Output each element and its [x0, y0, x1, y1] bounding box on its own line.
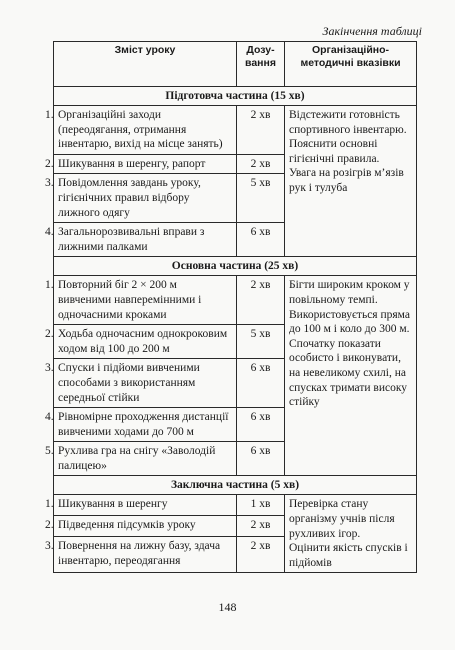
table-row — [54, 276, 417, 325]
section-title: Підготовча частина (15 хв) — [54, 87, 417, 106]
lesson-plan-body — [45, 42, 417, 573]
header-dosage — [237, 42, 285, 87]
exercise-number: 1. — [45, 109, 54, 121]
exercise-text: Ходьба одночасним однокроковим ходом від 100 до 200 м — [58, 328, 228, 355]
exercise-cell — [45, 325, 237, 359]
exercise-text: Повідомлення завдань уроку, гігієнічних правил відбору лижного одягу — [58, 177, 201, 219]
method-note: Відстежити готовність спортивного інвентарю. — [289, 109, 407, 136]
exercise-entry — [45, 444, 232, 473]
exercise-text: Рухлива гра на снігу «Заволодій палицею» — [58, 445, 216, 472]
method-notes-cell — [285, 106, 417, 257]
table-row — [54, 106, 417, 155]
exercise-text: Шикування в шеренгу, рапорт — [58, 157, 206, 170]
exercise-cell — [45, 495, 237, 516]
dosage-cell: 6 хв — [237, 442, 285, 476]
exercise-text: Організаційні заходи (переодягання, отримання інвентарю, вихід на місце занять) — [58, 109, 223, 151]
lesson-plan-table — [45, 41, 417, 573]
dosage-cell: 1 хв — [237, 495, 285, 516]
exercise-entry — [45, 410, 232, 439]
exercise-entry — [45, 157, 232, 172]
exercise-number: 5. — [45, 445, 54, 458]
exercise-entry — [45, 327, 232, 356]
header-dosage-text: Дозу- вання — [245, 44, 276, 69]
section-title: Основна частина (25 хв) — [54, 257, 417, 276]
exercise-cell — [45, 154, 237, 174]
exercise-cell — [45, 276, 237, 325]
exercise-entry — [45, 518, 232, 533]
exercise-number: 3. — [45, 540, 54, 553]
method-note: Використовується пряма до 100 м і коло до 300 м. — [289, 308, 410, 336]
exercise-entry — [45, 108, 232, 152]
table-continuation-caption: Закінчення таблиці — [322, 24, 422, 38]
dosage-cell: 5 хв — [237, 174, 285, 223]
dosage-cell: 2 хв — [237, 154, 285, 174]
exercise-text: Рівномірне проходження дистанції вивченими ходами до 700 м — [58, 411, 229, 438]
method-note: Увага на розігрів м’язів рук і тулуба — [289, 167, 404, 194]
exercise-entry — [45, 176, 232, 220]
exercise-text: Спуски і підйоми вивченими способами з використанням середньої стійки — [58, 362, 200, 404]
method-notes-cell — [285, 276, 417, 476]
exercise-number: 3. — [45, 362, 54, 375]
exercise-cell — [45, 106, 237, 155]
exercise-cell — [45, 223, 237, 257]
method-note: Спочатку показати особисто і виконувати, на невеликому схилі, на спусках тримати високу стійку — [289, 337, 407, 409]
exercise-entry — [45, 225, 232, 254]
exercise-text: Загальнорозвивальні вправи з лижними палками — [58, 226, 205, 253]
exercise-entry — [45, 361, 232, 405]
exercise-number: 1. — [45, 279, 54, 292]
exercise-entry — [45, 497, 232, 512]
method-note: Оцінити якість спусків і підйомів — [289, 542, 408, 569]
exercise-text: Повернення на лижну базу, здача інвентарю, переодягання — [58, 540, 221, 567]
dosage-cell: 2 хв — [237, 537, 285, 573]
header-method-notes — [285, 42, 417, 87]
method-note: Бігти широким кроком у повільному темпі. — [289, 279, 410, 306]
dosage-cell: 2 хв — [237, 106, 285, 155]
dosage-cell: 5 хв — [237, 325, 285, 359]
dosage-cell: 6 хв — [237, 408, 285, 442]
dosage-cell: 6 хв — [237, 223, 285, 257]
exercise-cell — [45, 537, 237, 573]
exercise-cell — [45, 442, 237, 476]
section-row — [54, 87, 417, 106]
exercise-text: Повторний біг 2 × 200 м вивченими навперемінними і одночасними кроками — [58, 279, 202, 321]
exercise-number: 3. — [45, 177, 54, 190]
exercise-cell — [45, 516, 237, 537]
header-lesson-content: Зміст уроку — [54, 42, 237, 87]
exercise-number: 2. — [45, 157, 54, 170]
exercise-cell — [45, 359, 237, 408]
exercise-cell — [45, 174, 237, 223]
exercise-text: Підведення підсумків уроку — [58, 519, 196, 532]
exercise-entry — [45, 278, 232, 322]
table-row — [54, 495, 417, 516]
dosage-cell: 2 хв — [237, 276, 285, 325]
exercise-number: 2. — [45, 328, 54, 341]
dosage-cell: 2 хв — [237, 516, 285, 537]
header-method-notes-text: Організаційно- методичні вказівки — [300, 44, 401, 69]
method-notes-cell — [285, 495, 417, 573]
method-note: Перевірка стану організму учнів після рухливих ігор. — [289, 498, 395, 540]
exercise-text: Шикування в шеренгу — [58, 498, 168, 511]
exercise-cell — [45, 408, 237, 442]
exercise-number: 1. — [45, 498, 54, 511]
exercise-number: 4. — [45, 411, 54, 424]
method-note: Пояснити основні гігієнічні правила. — [289, 138, 380, 165]
exercise-number: 4. — [45, 226, 54, 239]
exercise-number: 2. — [45, 519, 54, 532]
section-title: Заключна частина (5 хв) — [54, 476, 417, 495]
section-row — [54, 257, 417, 276]
dosage-cell: 6 хв — [237, 359, 285, 408]
exercise-entry — [45, 539, 232, 568]
page-number: 148 — [218, 600, 237, 614]
section-row — [54, 476, 417, 495]
table-header-row — [54, 42, 417, 87]
